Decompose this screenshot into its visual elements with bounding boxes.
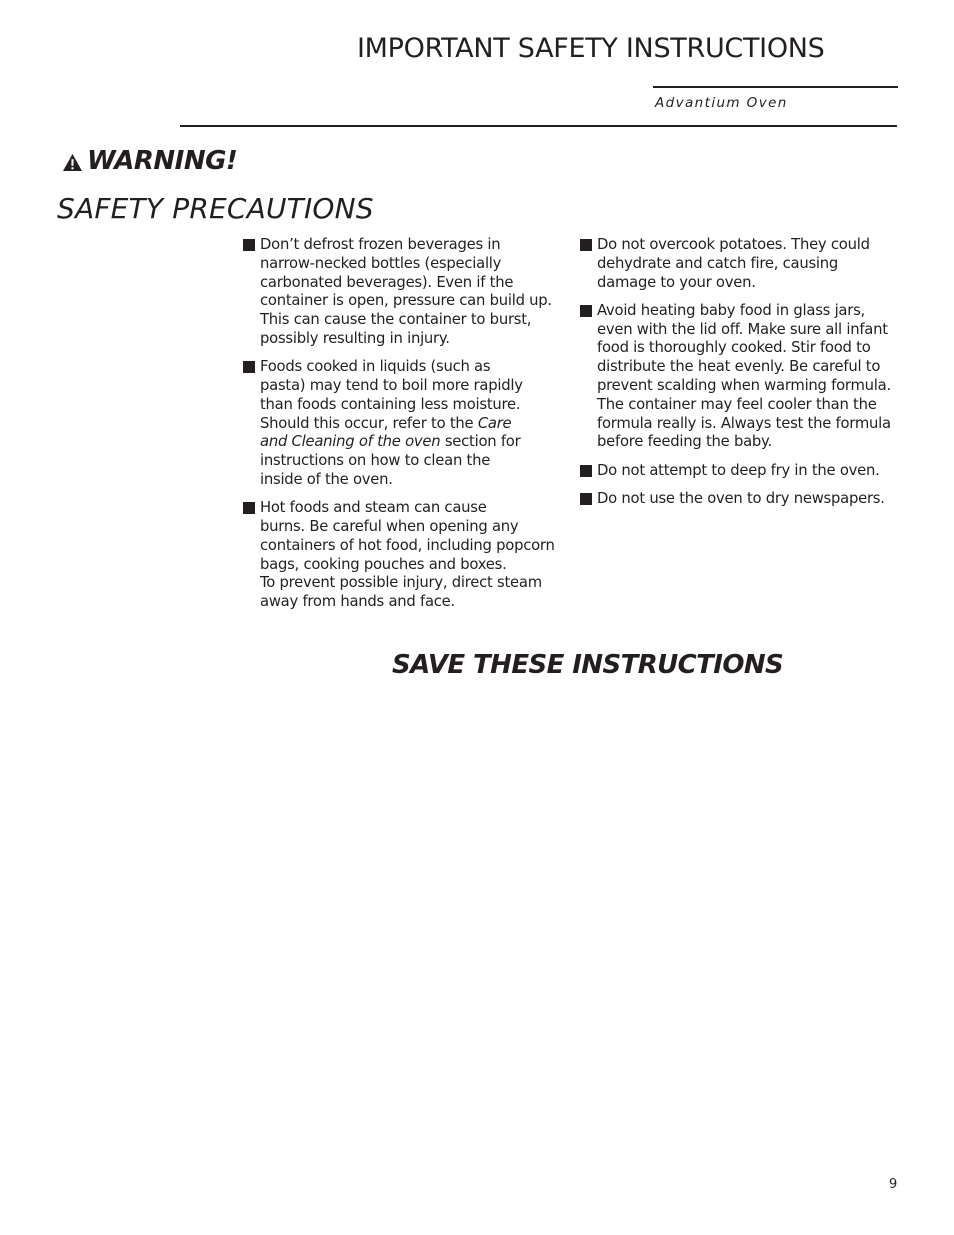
care-and-cleaning-reference: Care bbox=[477, 414, 512, 432]
text-line: Do not use the oven to dry newspapers. bbox=[597, 489, 885, 507]
text-line: burns. Be careful when opening any bbox=[260, 517, 519, 535]
text-line: Do not overcook potatoes. They could bbox=[597, 236, 870, 253]
warning-label: WARNING! bbox=[87, 146, 238, 176]
square-bullet-icon bbox=[580, 465, 592, 477]
right-bullet-list bbox=[580, 236, 900, 518]
list-item bbox=[243, 236, 563, 349]
list-item bbox=[580, 462, 900, 481]
save-instructions-heading: SAVE THESE INSTRUCTIONS bbox=[392, 650, 784, 680]
list-item bbox=[243, 358, 563, 490]
page-number: 9 bbox=[889, 1177, 898, 1192]
page-header-title: IMPORTANT SAFETY INSTRUCTIONS bbox=[357, 33, 825, 64]
text-line: than foods containing less moisture. bbox=[260, 395, 521, 413]
warning-triangle-icon bbox=[62, 153, 83, 172]
text-line: carbonated beverages). Even if the bbox=[260, 273, 514, 291]
left-bullet-list bbox=[243, 236, 563, 621]
text-line: prevent scalding when warming formula. bbox=[597, 376, 891, 394]
care-and-cleaning-reference: and Cleaning of the oven bbox=[260, 433, 441, 451]
text-line: This can cause the container to burst, bbox=[260, 311, 532, 329]
text-line: even with the lid off. Make sure all infant bbox=[597, 320, 888, 338]
header-subtitle-rule bbox=[653, 86, 898, 88]
text-line: To prevent possible injury, direct steam bbox=[260, 574, 542, 592]
text-line: Do not attempt to deep fry in the oven. bbox=[597, 461, 880, 479]
text-line: possibly resulting in injury. bbox=[260, 329, 450, 347]
list-item bbox=[580, 236, 900, 292]
square-bullet-icon bbox=[243, 502, 255, 514]
text-line: containers of hot food, including popcorn bbox=[260, 536, 555, 554]
text-line: formula really is. Always test the formula bbox=[597, 414, 891, 432]
text-line bbox=[260, 433, 563, 452]
square-bullet-icon bbox=[580, 305, 592, 317]
text-line: The container may feel cooler than the bbox=[597, 395, 877, 413]
square-bullet-icon bbox=[243, 361, 255, 373]
text-line: container is open, pressure can build up. bbox=[260, 292, 552, 310]
text-line: damage to your oven. bbox=[597, 273, 756, 291]
text-line: distribute the heat evenly. Be careful to bbox=[597, 358, 881, 376]
text-line: bags, cooking pouches and boxes. bbox=[260, 555, 507, 573]
section-title: SAFETY PRECAUTIONS bbox=[57, 192, 374, 225]
text-line bbox=[260, 415, 563, 434]
text-line: away from hands and face. bbox=[260, 593, 455, 611]
warning-heading bbox=[62, 146, 237, 176]
text-line: Foods cooked in liquids (such as bbox=[260, 358, 491, 376]
list-item bbox=[243, 499, 563, 612]
header-divider bbox=[180, 125, 897, 127]
list-item bbox=[580, 302, 900, 452]
text-line: narrow-necked bottles (especially bbox=[260, 254, 502, 272]
text-line: Don’t defrost frozen beverages in bbox=[260, 236, 501, 253]
text-line: pasta) may tend to boil more rapidly bbox=[260, 376, 523, 394]
text-line: Hot foods and steam can cause bbox=[260, 499, 487, 517]
text-line: before feeding the baby. bbox=[597, 433, 772, 451]
list-item bbox=[580, 490, 900, 509]
text-fragment: Should this occur, refer to the bbox=[260, 414, 478, 432]
text-line: food is thoroughly cooked. Stir food to bbox=[597, 339, 871, 357]
square-bullet-icon bbox=[580, 493, 592, 505]
text-line: dehydrate and catch fire, causing bbox=[597, 254, 839, 272]
square-bullet-icon bbox=[243, 239, 255, 251]
text-line: instructions on how to clean the bbox=[260, 452, 491, 470]
text-line: inside of the oven. bbox=[260, 470, 393, 488]
text-line: Avoid heating baby food in glass jars, bbox=[597, 301, 865, 319]
text-fragment: section for bbox=[440, 433, 521, 451]
square-bullet-icon bbox=[580, 239, 592, 251]
page-header-subtitle: Advantium Oven bbox=[655, 95, 788, 111]
